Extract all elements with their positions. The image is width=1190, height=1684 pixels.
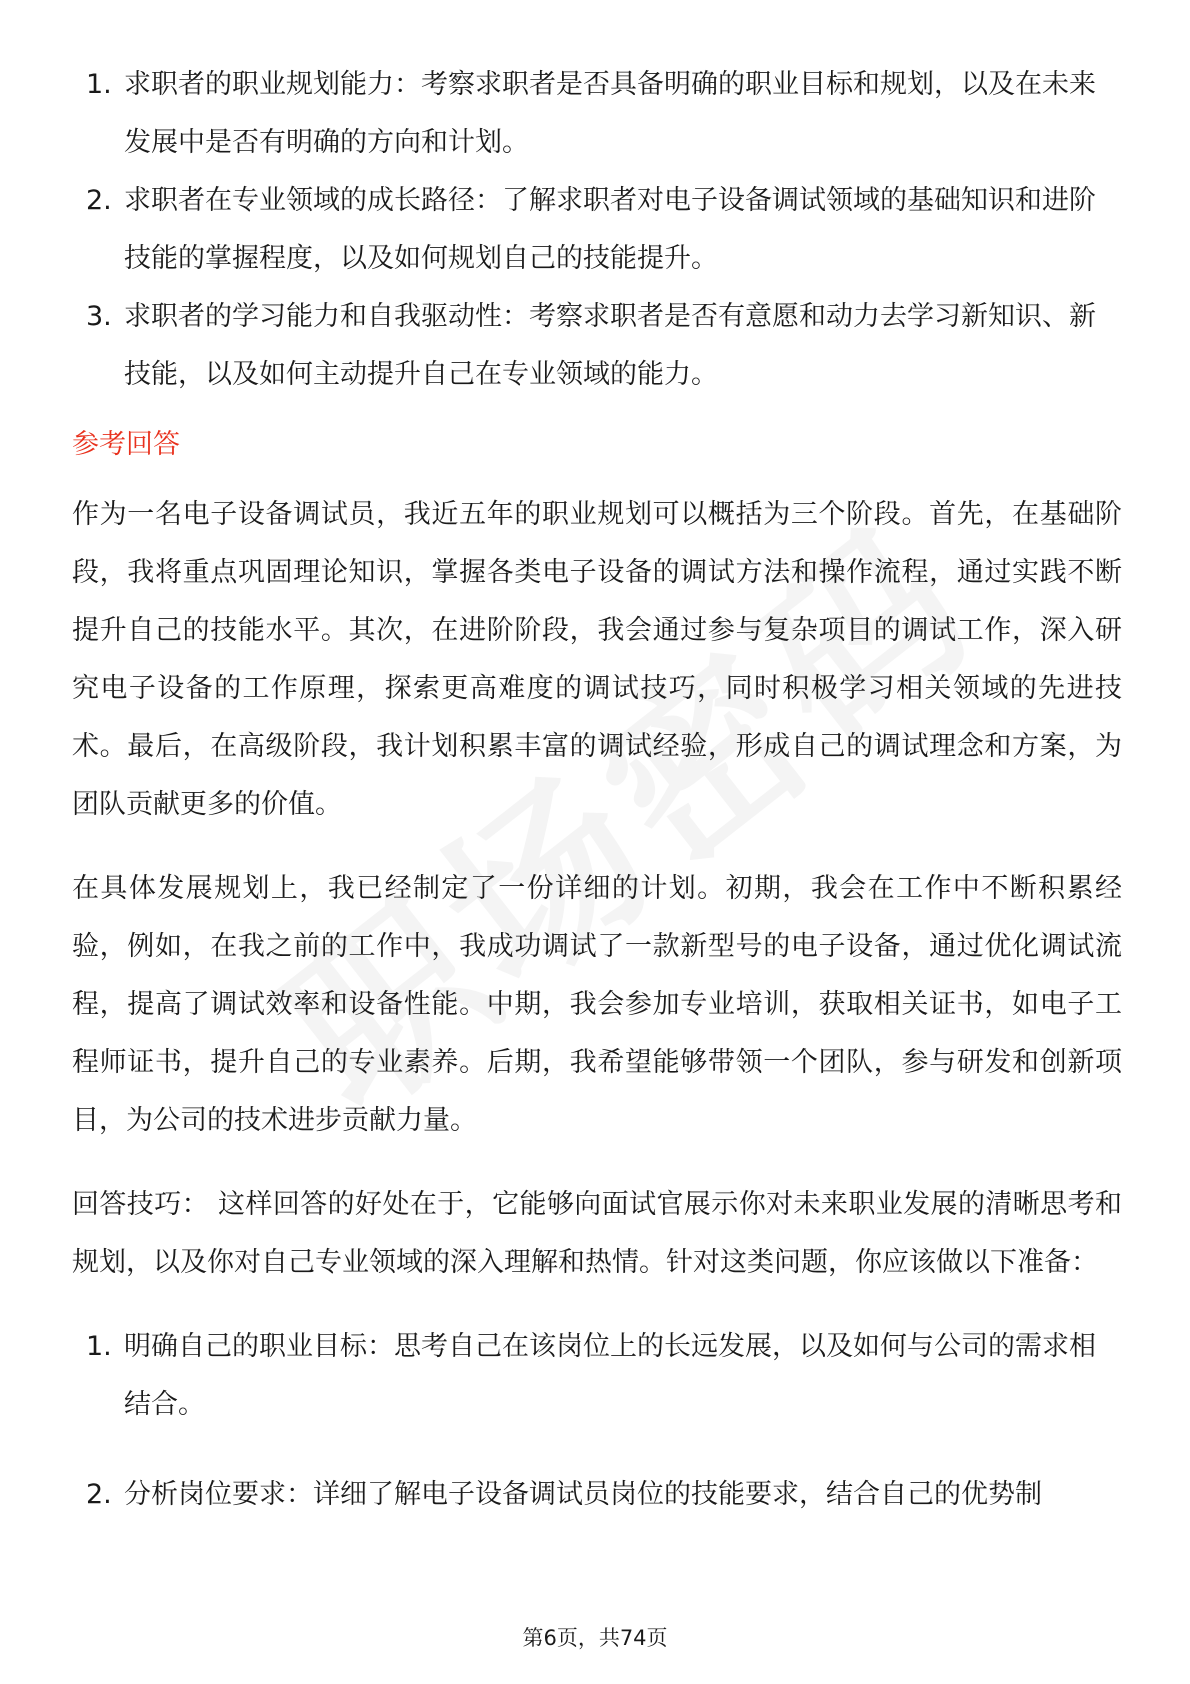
intro-list: [72, 56, 1122, 404]
list-item: [72, 172, 1122, 288]
tips-list: [72, 1318, 1122, 1524]
list-item-number: 2.: [86, 185, 112, 216]
section-heading: 参考回答: [72, 429, 180, 460]
answer-paragraph: 作为一名电子设备调试员，我近五年的职业规划可以概括为三个阶段。首先，在基础阶段，我将重点巩固理论知识，掌握各类电子设备的调试方法和操作流程，通过实践不断提升自己的技能水平。其次，在进阶阶段，我会通过参与复杂项目的调试工作，深入研究电子设备的工作原理，探索更高难度的调试技巧，同时积极学习相关领域的先进技术。最后，在高级阶段，我计划积累丰富的调试经验，形成自己的调试理念和方案，为团队贡献更多的价值。: [72, 499, 1122, 820]
list-item-number: 1.: [86, 1331, 112, 1362]
list-item-text: 求职者的学习能力和自我驱动性：考察求职者是否有意愿和动力去学习新知识、新技能，以及如何主动提升自己在专业领域的能力。: [124, 301, 1096, 390]
list-item-text: 分析岗位要求：详细了解电子设备调试员岗位的技能要求，结合自己的优势制: [124, 1479, 1042, 1510]
tips-paragraph: 回答技巧： 这样回答的好处在于，它能够向面试官展示你对未来职业发展的清晰思考和规划，以及你对自己专业领域的深入理解和热情。针对这类问题，你应该做以下准备：: [72, 1189, 1122, 1278]
answer-paragraph: 在具体发展规划上，我已经制定了一份详细的计划。初期，我会在工作中不断积累经验，例如，在我之前的工作中，我成功调试了一款新型号的电子设备，通过优化调试流程，提高了调试效率和设备性能。中期，我会参加专业培训，获取相关证书，如电子工程师证书，提升自己的专业素养。后期，我希望能够带领一个团队，参与研发和创新项目，为公司的技术进步贡献力量。: [72, 873, 1122, 1136]
list-item-number: 3.: [86, 301, 112, 332]
page-content: [72, 56, 1122, 1556]
list-item-text: 求职者的职业规划能力：考察求职者是否具备明确的职业目标和规划，以及在未来发展中是否有明确的方向和计划。: [124, 69, 1096, 158]
list-item-number: 2.: [86, 1479, 112, 1510]
page-footer: 第6页，共74页: [522, 1626, 668, 1650]
list-item: [72, 56, 1122, 172]
list-item: [72, 1318, 1122, 1434]
list-item: [72, 288, 1122, 404]
list-item-number: 1.: [86, 69, 112, 100]
list-item-text: 求职者在专业领域的成长路径：了解求职者对电子设备调试领域的基础知识和进阶技能的掌握程度，以及如何规划自己的技能提升。: [124, 185, 1096, 274]
list-item: [72, 1466, 1122, 1524]
list-item-text: 明确自己的职业目标：思考自己在该岗位上的长远发展，以及如何与公司的需求相结合。: [124, 1331, 1096, 1420]
